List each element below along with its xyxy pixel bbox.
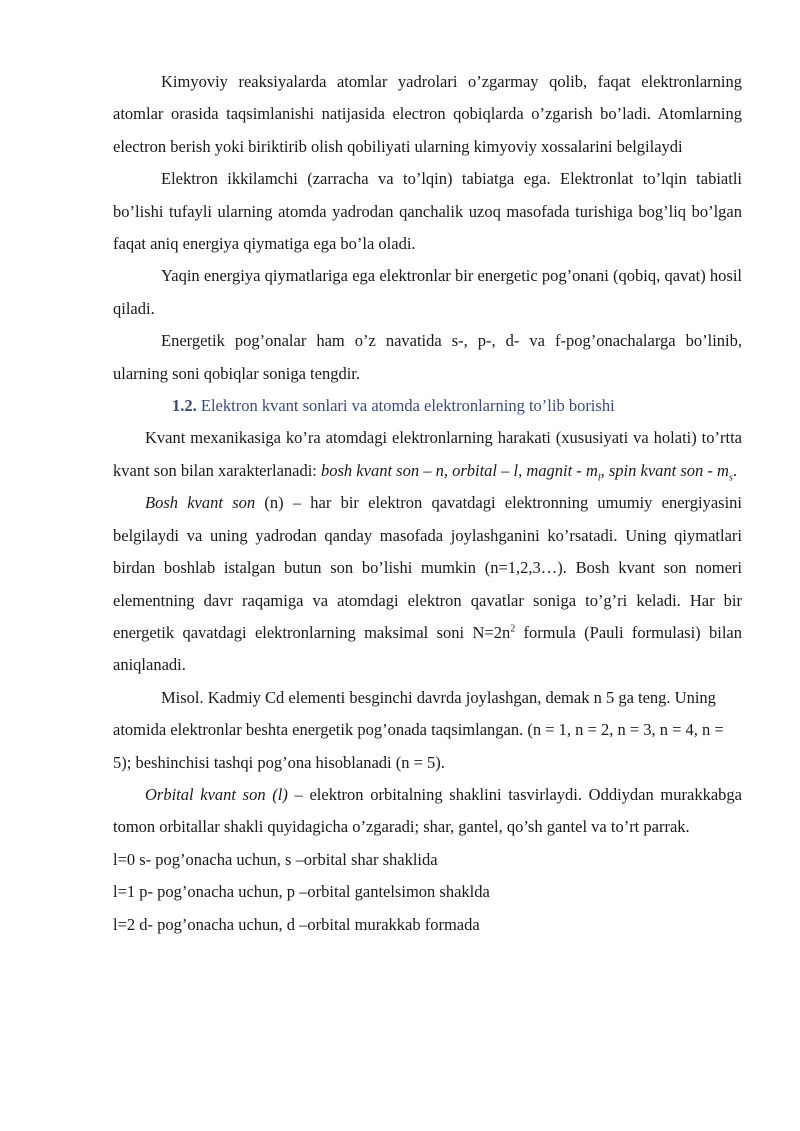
p6-text: (n) – har bir elektron qavatdagi elektronning umumiy energiyasini belgilaydi va uning yadrodan qanday masofada joylashganini ko’rsatadi. Uning qiymatlari birdan boshlab istalgan butun son bo’lishi mumkin (n=1,2,3…). Bosh kvant son nomeri elementning davr raqamiga va atomdagi elektron qavatlar soniga to’g’ri keladi. Har bir energetik qavatdagi elektronlarning maksimal soni N=2n xyxy=(113,493,743,642)
paragraph-3: Yaqin energiya qiymatlariga ega elektronlar bir energetic pog’onani (qobiq, qavat) hosil qiladi. xyxy=(113,266,742,318)
paragraph-6 xyxy=(113,487,742,681)
p5-italic-1: bosh kvant son – n, orbital – l, magnit - m xyxy=(321,460,598,480)
p6-italic: Bosh kvant son xyxy=(145,493,256,513)
paragraph-7: Misol. Kadmiy Cd elementi besginchi davrda joylashgan, demak n 5 ga teng. Uning atomida elektronlar beshta energetik pog’onada taqsimlangan. (n = 1, n = 2, n = 3, n = 4, n = 5); beshinchisi tashqi pog’ona hisoblanadi (n = 5). xyxy=(113,687,724,772)
p5-italic-2: , spin kvant son - m xyxy=(600,460,729,480)
list-item-l2: l=2 d- pog’onacha uchun, d –orbital murakkab formada xyxy=(113,914,480,934)
p8-italic: Orbital kvant son (l) xyxy=(145,784,288,804)
paragraph-8 xyxy=(113,779,742,844)
p6-sup: 2 xyxy=(510,623,516,635)
p5-sub-s: s xyxy=(728,472,733,484)
paragraph-1: Kimyoviy reaksiyalarda atomlar yadrolari o’zgarmay qolib, faqat elektronlarning atomlar orasida taqsimlanishi natijasida electron qobiqlarda o’zgarish bo’ladi. Atomlarning electron berish yoki biriktirib olish qobiliyati ularning kimyoviy xossalarini belgilaydi xyxy=(113,72,742,156)
list-item-l0: l=0 s- pog’onacha uchun, s –orbital shar shaklida xyxy=(113,849,438,869)
list-item-l1: l=1 p- pog’onacha uchun, p –orbital gantelsimon shaklda xyxy=(113,882,490,902)
p6-text-2: formula (Pauli formulasi) bilan aniqlanadi. xyxy=(113,622,743,675)
paragraph-4: Energetik pog’onalar ham o’z navatida s-, p-, d- va f-pog’onachalarga bo’linib, ularning soni qobiqlar soniga tengdir. xyxy=(113,331,742,383)
section-heading xyxy=(113,390,742,422)
p5-end: . xyxy=(732,460,737,480)
paragraph-2: Elektron ikkilamchi (zarracha va to’lqin) tabiatga ega. Elektronlat to’lqin tabiatli bo’lishi tufayli ularning atomda yadrodan qanchalik uzoq masofada turishiga bog’liq bo’lgan faqat aniq energiya qiymatiga ega bo’la oladi. xyxy=(113,169,742,254)
p5-text: Kvant mexanikasiga ko’ra atomdagi elektronlarning harakati (xususiyati va holati) to’rtta kvant son bilan xarakterlanadi: xyxy=(113,428,742,480)
p8-text: – elektron orbitalning shaklini tasvirlaydi. Oddiydan murakkabga tomon orbitallar shakli quyidagicha o’zgaradi; shar, gantel, qo’sh gantel va to’rt parrak. xyxy=(113,784,742,837)
heading-number: 1.2. xyxy=(172,396,197,416)
paragraph-5 xyxy=(113,422,742,487)
p5-sub-l: l xyxy=(597,472,601,484)
heading-text: Elektron kvant sonlari va atomda elektronlarning to’lib borishi xyxy=(196,396,615,416)
